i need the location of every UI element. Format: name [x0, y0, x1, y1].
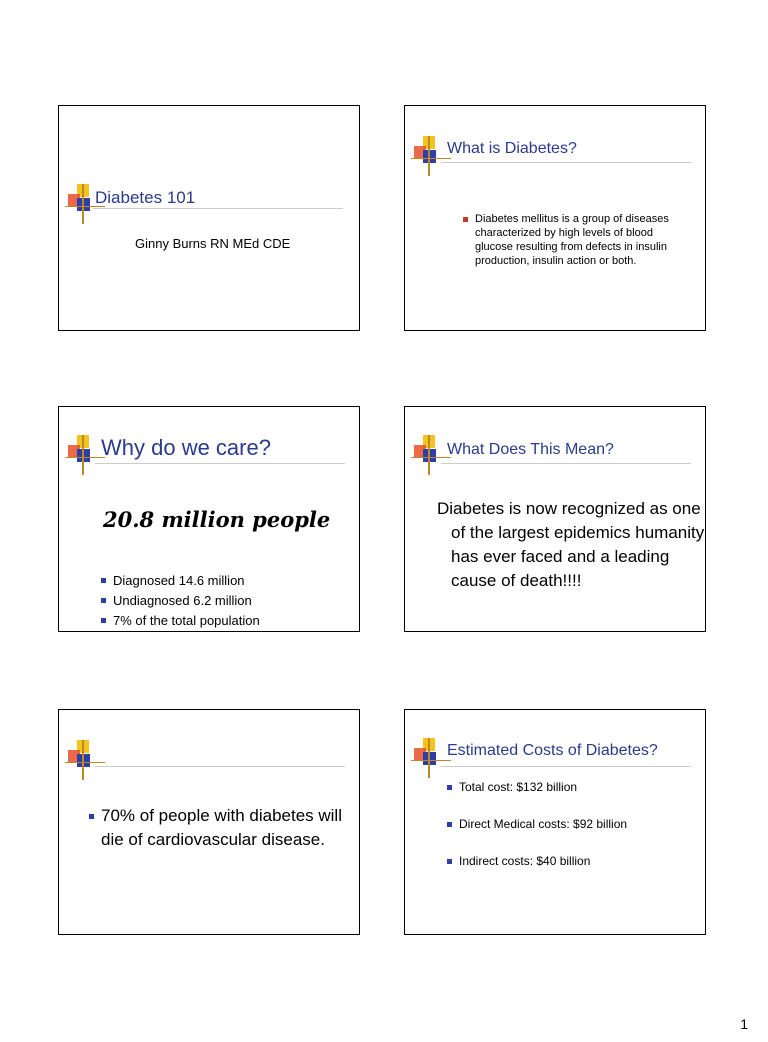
slide-1	[58, 105, 360, 331]
title-rule	[95, 766, 345, 767]
title-rule	[441, 463, 691, 464]
list-item: 70% of people with diabetes will die of cardiovascular disease.	[89, 804, 351, 852]
slide-4-title: What Does This Mean?	[447, 441, 614, 458]
list-item: Diabetes mellitus is a group of diseases characterized by high levels of blood glucose resulting from defects in insulin production, insulin action or both.	[463, 212, 685, 268]
slide-2-bullets	[463, 212, 685, 268]
slide-3-title: Why do we care?	[101, 435, 271, 460]
list-item: Diagnosed 14.6 million	[101, 571, 351, 591]
slide-6-title: Estimated Costs of Diabetes?	[447, 742, 658, 759]
title-rule	[441, 766, 691, 767]
slide-1-subtitle: Ginny Burns RN MEd CDE	[135, 236, 291, 251]
slide-3-headline: 20.8 million people	[103, 507, 331, 532]
slide-6-bullets	[447, 780, 697, 868]
slide-5	[58, 709, 360, 935]
slide-3	[58, 406, 360, 632]
slide-2-title: What is Diabetes?	[447, 140, 577, 157]
slide-logo-icon	[411, 435, 451, 475]
list-item: 7% of the total population	[101, 611, 351, 631]
title-rule	[93, 208, 343, 209]
slide-logo-icon	[411, 738, 451, 778]
list-item: Total cost: $132 billion	[447, 780, 697, 794]
list-item: Undiagnosed 6.2 million	[101, 591, 351, 611]
title-rule	[441, 162, 691, 163]
slide-1-title: Diabetes 101	[95, 188, 196, 207]
slide-5-bullets	[89, 804, 351, 852]
slide-logo-icon	[65, 740, 105, 780]
slide-6	[404, 709, 706, 935]
slide-4-body: Diabetes is now recognized as one of the largest epidemics humanity has ever faced and a leading cause of death!!!!	[437, 499, 705, 590]
title-rule	[95, 463, 345, 464]
slide-logo-icon	[65, 435, 105, 475]
list-item: Direct Medical costs: $92 billion	[447, 817, 697, 831]
page-number: 1	[740, 1016, 748, 1032]
slide-2	[404, 105, 706, 331]
slide-4	[404, 406, 706, 632]
list-item: Indirect costs: $40 billion	[447, 854, 697, 868]
slide-logo-icon	[411, 136, 451, 176]
slide-3-bullets	[101, 571, 351, 631]
